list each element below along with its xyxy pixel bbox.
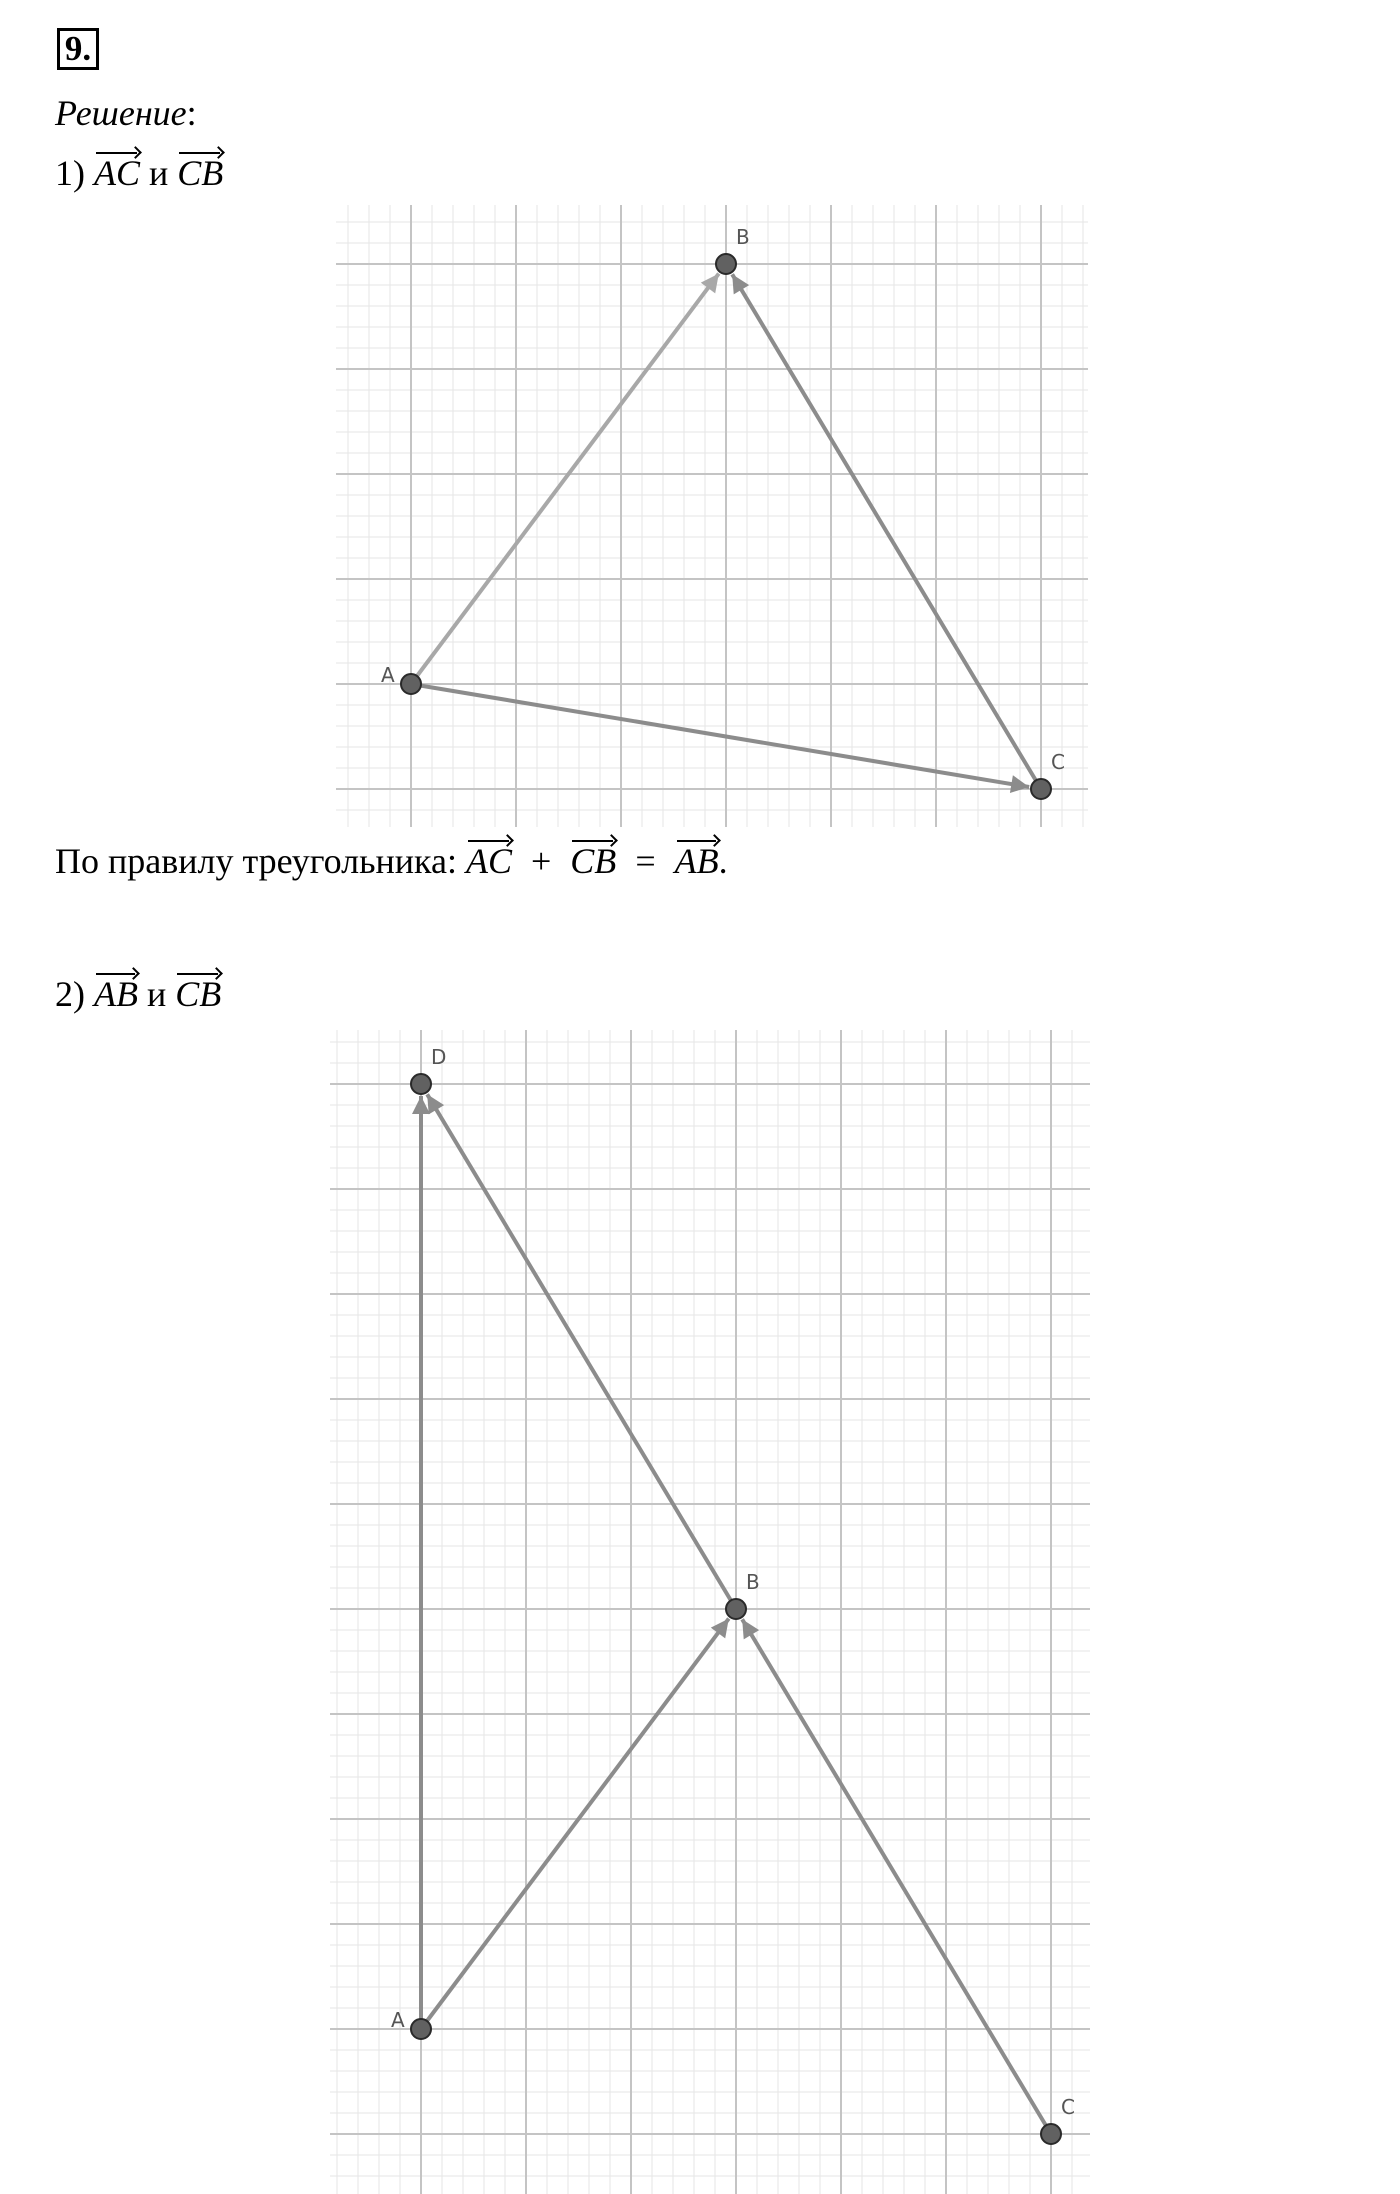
rule-equals: =	[635, 841, 656, 881]
part2-heading	[55, 973, 221, 1015]
part1-vector-b-text: CB	[177, 153, 224, 193]
rule-prefix: По правилу треугольника:	[55, 841, 466, 881]
rule-vector-1	[466, 840, 512, 882]
vector-CB	[742, 1619, 1051, 2134]
rule-vector-3	[675, 840, 719, 882]
point-label-A: A	[391, 2008, 405, 2032]
rule-vector-1-text: AC	[465, 841, 512, 881]
part2-conj: и	[146, 974, 167, 1014]
vector-BD	[427, 1094, 736, 1609]
solution-label: Решение	[55, 93, 187, 133]
solution-heading	[55, 92, 197, 134]
part1-index: 1)	[55, 153, 85, 193]
point-B	[726, 1599, 746, 1619]
grid	[330, 1030, 1090, 2194]
point-label-C: C	[1061, 2095, 1075, 2119]
part2-vector-a	[94, 973, 138, 1015]
vector-arrow-icon	[177, 148, 223, 158]
part2-vector-b	[175, 973, 221, 1015]
figure-1-vector-diagram	[336, 205, 1088, 827]
vector-AB	[411, 274, 719, 684]
part2-vector-b-text: CB	[175, 974, 222, 1014]
point-C	[1031, 779, 1051, 799]
vector-arrow-icon	[175, 969, 221, 979]
figure-2-vector-diagram	[330, 1030, 1090, 2194]
point-D	[411, 1074, 431, 1094]
rule-plus: +	[530, 841, 552, 881]
part2-vector-a-text: AB	[94, 974, 138, 1014]
vector-arrow-icon	[570, 836, 616, 846]
vector-AB	[421, 1619, 729, 2029]
rule-vector-2	[570, 840, 616, 882]
solution-colon: :	[186, 93, 197, 133]
vector-arrow-icon	[466, 836, 512, 846]
rule-period: .	[718, 841, 728, 881]
part1-conj: и	[149, 153, 169, 193]
part1-vector-a	[94, 152, 140, 194]
point-label-B: B	[746, 1570, 760, 1594]
vector-CB	[732, 274, 1041, 789]
part1-heading	[55, 152, 223, 194]
rule-vector-3-text: AB	[674, 841, 719, 881]
part1-vector-a-text: AC	[94, 153, 141, 193]
point-B	[716, 254, 736, 274]
triangle-rule-line	[55, 840, 728, 882]
vector-arrow-icon	[94, 148, 140, 158]
point-A	[411, 2019, 431, 2039]
point-label-A: A	[381, 663, 395, 687]
point-label-C: C	[1051, 750, 1065, 774]
part1-vector-b	[177, 152, 223, 194]
point-A	[401, 674, 421, 694]
problem-number: 9.	[57, 28, 99, 70]
point-C	[1041, 2124, 1061, 2144]
point-label-D: D	[431, 1045, 447, 1069]
part2-index: 2)	[55, 974, 85, 1014]
vector-arrow-icon	[675, 836, 719, 846]
rule-vector-2-text: CB	[570, 841, 617, 881]
point-label-B: B	[736, 225, 750, 249]
vector-arrow-icon	[94, 969, 138, 979]
